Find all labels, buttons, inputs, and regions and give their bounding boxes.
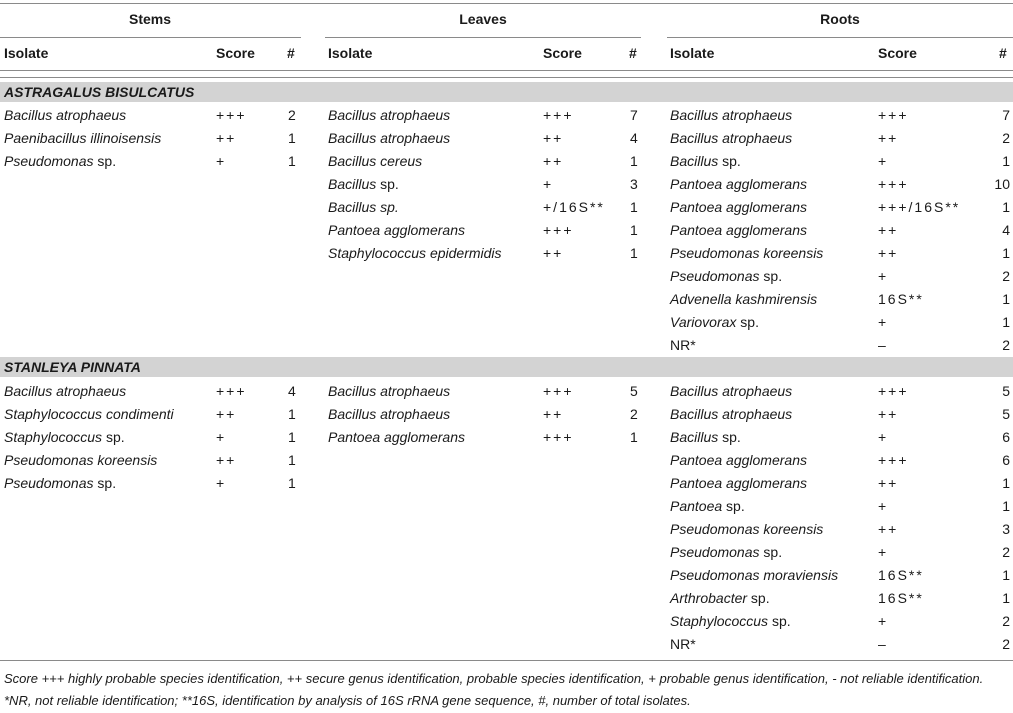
stems-count-cell: 4	[288, 383, 296, 399]
leaves-isolate-cell	[328, 151, 422, 171]
stems-score-cell: +	[216, 475, 227, 491]
isolate-name: Pseudomonas	[670, 544, 760, 560]
roots-isolate-cell	[670, 312, 759, 332]
stems-isolate-cell	[4, 128, 161, 148]
roots-score-cell: ++	[878, 475, 899, 491]
stems-count-cell: 1	[288, 429, 296, 445]
isolate-name: Bacillus	[670, 429, 719, 445]
roots-isolate-cell	[670, 128, 792, 148]
header-rule	[0, 70, 1013, 71]
isolate-name: Pantoea agglomerans	[670, 199, 807, 215]
subheader-score-leaves: Score	[543, 45, 582, 61]
roots-count-cell: 10	[994, 176, 1010, 192]
isolate-suffix: sp.	[718, 429, 741, 445]
isolate-name: Advenella kashmirensis	[670, 291, 818, 307]
isolate-name: Bacillus atrophaeus	[670, 107, 793, 123]
isolate-name: Pseudomonas koreensis	[670, 521, 824, 537]
roots-count-cell: 1	[1002, 199, 1010, 215]
roots-count-cell: 2	[1002, 337, 1010, 353]
roots-isolate-cell	[670, 335, 696, 355]
stems-score-cell: +	[216, 429, 227, 445]
roots-count-cell: 6	[1002, 452, 1010, 468]
isolate-name: Pantoea agglomerans	[670, 176, 807, 192]
isolate-name: Paenibacillus illinoisensis	[4, 130, 162, 146]
leaves-score-cell: ++	[543, 130, 564, 146]
leaves-isolate-cell	[328, 105, 450, 125]
roots-count-cell: 7	[1002, 107, 1010, 123]
isolate-suffix: sp.	[747, 590, 770, 606]
isolate-name: Pseudomonas moraviensis	[670, 567, 839, 583]
table-footnote: Score +++ highly probable species identification, ++ secure genus identification, probable species identification, + probable genus identification, - not reliable identification. *NR, not reliable identification; **16S, identification by analysis of 16S rRNA gene sequence, #, number of total isolates.	[4, 671, 984, 708]
leaves-score-cell: +++	[543, 107, 574, 123]
leaves-count-cell: 2	[630, 406, 638, 422]
roots-isolate-cell	[670, 519, 823, 539]
leaves-count-cell: 4	[630, 130, 638, 146]
group-rule-leaves	[325, 37, 641, 38]
roots-isolate-cell	[670, 151, 741, 171]
isolate-name: Pseudomonas koreensis	[670, 245, 824, 261]
leaves-count-cell: 1	[630, 199, 638, 215]
isolate-name: Bacillus	[328, 176, 377, 192]
roots-score-cell: +	[878, 498, 889, 514]
stems-isolate-cell	[4, 381, 126, 401]
subheader-score-roots: Score	[878, 45, 917, 61]
roots-isolate-cell	[670, 427, 741, 447]
stems-score-cell: ++	[216, 130, 237, 146]
stems-isolate-cell	[4, 404, 174, 424]
leaves-isolate-cell	[328, 220, 465, 240]
roots-count-cell: 1	[1002, 314, 1010, 330]
leaves-score-cell: ++	[543, 245, 564, 261]
roots-isolate-cell	[670, 243, 823, 263]
roots-score-cell: +	[878, 314, 889, 330]
leaves-isolate-cell	[328, 128, 450, 148]
roots-isolate-cell	[670, 565, 838, 585]
stems-count-cell: 1	[288, 153, 296, 169]
stems-isolate-cell	[4, 151, 116, 171]
roots-count-cell: 1	[1002, 567, 1010, 583]
isolate-name: Staphylococcus	[670, 613, 769, 629]
roots-score-cell: –	[878, 636, 888, 652]
stems-score-cell: ++	[216, 452, 237, 468]
leaves-score-cell: +++	[543, 222, 574, 238]
subheader-count-leaves: #	[629, 45, 637, 61]
leaves-count-cell: 5	[630, 383, 638, 399]
roots-count-cell: 1	[1002, 498, 1010, 514]
roots-score-cell: ++	[878, 222, 899, 238]
roots-isolate-cell	[670, 542, 782, 562]
isolate-suffix: sp.	[736, 314, 759, 330]
roots-score-cell: +++	[878, 383, 909, 399]
stems-isolate-cell	[4, 105, 126, 125]
roots-isolate-cell	[670, 105, 792, 125]
roots-score-cell: +++	[878, 107, 909, 123]
isolate-suffix: sp.	[376, 176, 399, 192]
isolate-name: Bacillus sp.	[328, 199, 399, 215]
roots-count-cell: 1	[1002, 153, 1010, 169]
leaves-isolate-cell	[328, 174, 399, 194]
roots-count-cell: 2	[1002, 613, 1010, 629]
isolate-name: Staphylococcus epidermidis	[328, 245, 502, 261]
stems-count-cell: 1	[288, 406, 296, 422]
isolate-name: Bacillus atrophaeus	[670, 130, 793, 146]
top-rule	[0, 3, 1013, 4]
leaves-isolate-cell	[328, 197, 399, 217]
roots-count-cell: 2	[1002, 636, 1010, 652]
roots-count-cell: 3	[1002, 521, 1010, 537]
roots-score-cell: ++	[878, 406, 899, 422]
isolate-name: Bacillus atrophaeus	[4, 383, 127, 399]
roots-isolate-cell	[670, 404, 792, 424]
roots-score-cell: +	[878, 153, 889, 169]
isolate-suffix: sp.	[759, 268, 783, 284]
roots-score-cell: +++/16S**	[878, 199, 961, 215]
roots-count-cell: 5	[1002, 383, 1010, 399]
isolate-name: Pseudomonas koreensis	[4, 452, 158, 468]
subheader-score-stems: Score	[216, 45, 255, 61]
isolate-name: Staphylococcus condimenti	[4, 406, 174, 422]
roots-count-cell: 2	[1002, 268, 1010, 284]
subheader-isolate-roots: Isolate	[670, 45, 715, 61]
roots-count-cell: 4	[1002, 222, 1010, 238]
roots-score-cell: +	[878, 544, 889, 560]
group-rule-stems	[0, 37, 301, 38]
roots-count-cell: 1	[1002, 291, 1010, 307]
leaves-score-cell: +/16S**	[543, 199, 605, 215]
isolate-name: Arthrobacter	[670, 590, 748, 606]
leaves-isolate-cell	[328, 427, 465, 447]
section-title-astragalus: ASTRAGALUS BISULCATUS	[4, 84, 195, 100]
isolate-suffix: sp.	[102, 429, 125, 445]
stems-score-cell: +	[216, 153, 227, 169]
roots-isolate-cell	[670, 473, 807, 493]
stems-isolate-cell	[4, 450, 157, 470]
leaves-score-cell: +	[543, 176, 554, 192]
roots-score-cell: ++	[878, 245, 899, 261]
group-header-roots: Roots	[820, 11, 860, 27]
group-header-leaves: Leaves	[459, 11, 507, 27]
isolate-name: Bacillus atrophaeus	[328, 107, 451, 123]
stems-count-cell: 1	[288, 130, 296, 146]
header-rule-2	[0, 77, 1013, 78]
isolate-name: Pantoea agglomerans	[328, 429, 465, 445]
leaves-isolate-cell	[328, 243, 502, 263]
roots-score-cell: 16S**	[878, 291, 924, 307]
leaves-isolate-cell	[328, 381, 450, 401]
isolate-suffix: sp.	[768, 613, 791, 629]
roots-isolate-cell	[670, 381, 792, 401]
subheader-count-roots: #	[999, 45, 1007, 61]
isolate-name: Bacillus atrophaeus	[328, 130, 451, 146]
section-band-stanleya	[0, 357, 1013, 377]
isolate-suffix: NR*	[670, 636, 696, 652]
roots-score-cell: ++	[878, 521, 899, 537]
subheader-isolate-stems: Isolate	[4, 45, 49, 61]
leaves-isolate-cell	[328, 404, 450, 424]
roots-isolate-cell	[670, 289, 817, 309]
isolate-suffix: sp.	[93, 475, 117, 491]
subheader-isolate-leaves: Isolate	[328, 45, 373, 61]
leaves-count-cell: 1	[630, 245, 638, 261]
isolate-suffix: sp.	[759, 544, 783, 560]
roots-count-cell: 1	[1002, 245, 1010, 261]
roots-isolate-cell	[670, 588, 770, 608]
roots-score-cell: +++	[878, 176, 909, 192]
roots-score-cell: +	[878, 429, 889, 445]
group-header-stems: Stems	[128, 11, 172, 27]
roots-score-cell: +++	[878, 452, 909, 468]
leaves-score-cell: +++	[543, 383, 574, 399]
section-title-stanleya: STANLEYA PINNATA	[4, 359, 141, 375]
isolate-suffix: sp.	[93, 153, 117, 169]
leaves-count-cell: 1	[630, 222, 638, 238]
stems-count-cell: 1	[288, 475, 296, 491]
roots-isolate-cell	[670, 611, 791, 631]
isolate-name: Pseudomonas	[670, 268, 760, 284]
roots-count-cell: 1	[1002, 590, 1010, 606]
roots-score-cell: 16S**	[878, 590, 924, 606]
isolate-name: Pantoea agglomerans	[328, 222, 465, 238]
leaves-score-cell: +++	[543, 429, 574, 445]
isolate-name: Pantoea agglomerans	[670, 475, 807, 491]
section-band-astragalus	[0, 82, 1013, 102]
stems-score-cell: +++	[216, 383, 247, 399]
leaves-count-cell: 7	[630, 107, 638, 123]
leaves-score-cell: ++	[543, 406, 564, 422]
leaves-count-cell: 1	[630, 429, 638, 445]
roots-isolate-cell	[670, 174, 807, 194]
roots-isolate-cell	[670, 450, 807, 470]
leaves-score-cell: ++	[543, 153, 564, 169]
stems-isolate-cell	[4, 473, 116, 493]
isolate-name: Bacillus cereus	[328, 153, 423, 169]
roots-score-cell: –	[878, 337, 888, 353]
isolate-name: Bacillus	[670, 153, 719, 169]
roots-score-cell: +	[878, 268, 889, 284]
isolate-name: Bacillus atrophaeus	[4, 107, 127, 123]
stems-score-cell: ++	[216, 406, 237, 422]
isolate-suffix: sp.	[718, 153, 741, 169]
isolate-name: Variovorax	[670, 314, 737, 330]
isolate-name: Staphylococcus	[4, 429, 103, 445]
isolate-name: Pantoea agglomerans	[670, 452, 807, 468]
isolate-name: Pantoea agglomerans	[670, 222, 807, 238]
stems-isolate-cell	[4, 427, 125, 447]
isolate-name: Pseudomonas	[4, 153, 94, 169]
roots-isolate-cell	[670, 496, 745, 516]
stems-count-cell: 1	[288, 452, 296, 468]
isolate-name: Pseudomonas	[4, 475, 94, 491]
roots-score-cell: ++	[878, 130, 899, 146]
roots-count-cell: 6	[1002, 429, 1010, 445]
isolate-name: Bacillus atrophaeus	[328, 383, 451, 399]
stems-score-cell: +++	[216, 107, 247, 123]
leaves-count-cell: 1	[630, 153, 638, 169]
subheader-count-stems: #	[287, 45, 295, 61]
isolate-name: Pantoea	[670, 498, 723, 514]
isolate-name: Bacillus atrophaeus	[670, 406, 793, 422]
roots-count-cell: 5	[1002, 406, 1010, 422]
bottom-rule	[0, 660, 1013, 661]
isolate-suffix: NR*	[670, 337, 696, 353]
roots-score-cell: 16S**	[878, 567, 924, 583]
isolate-name: Bacillus atrophaeus	[670, 383, 793, 399]
roots-count-cell: 1	[1002, 475, 1010, 491]
roots-count-cell: 2	[1002, 130, 1010, 146]
leaves-count-cell: 3	[630, 176, 638, 192]
stems-count-cell: 2	[288, 107, 296, 123]
roots-isolate-cell	[670, 220, 807, 240]
roots-isolate-cell	[670, 266, 782, 286]
roots-isolate-cell	[670, 197, 807, 217]
group-rule-roots	[667, 37, 1013, 38]
roots-score-cell: +	[878, 613, 889, 629]
isolate-suffix: sp.	[722, 498, 745, 514]
isolate-name: Bacillus atrophaeus	[328, 406, 451, 422]
roots-isolate-cell	[670, 634, 696, 654]
roots-count-cell: 2	[1002, 544, 1010, 560]
